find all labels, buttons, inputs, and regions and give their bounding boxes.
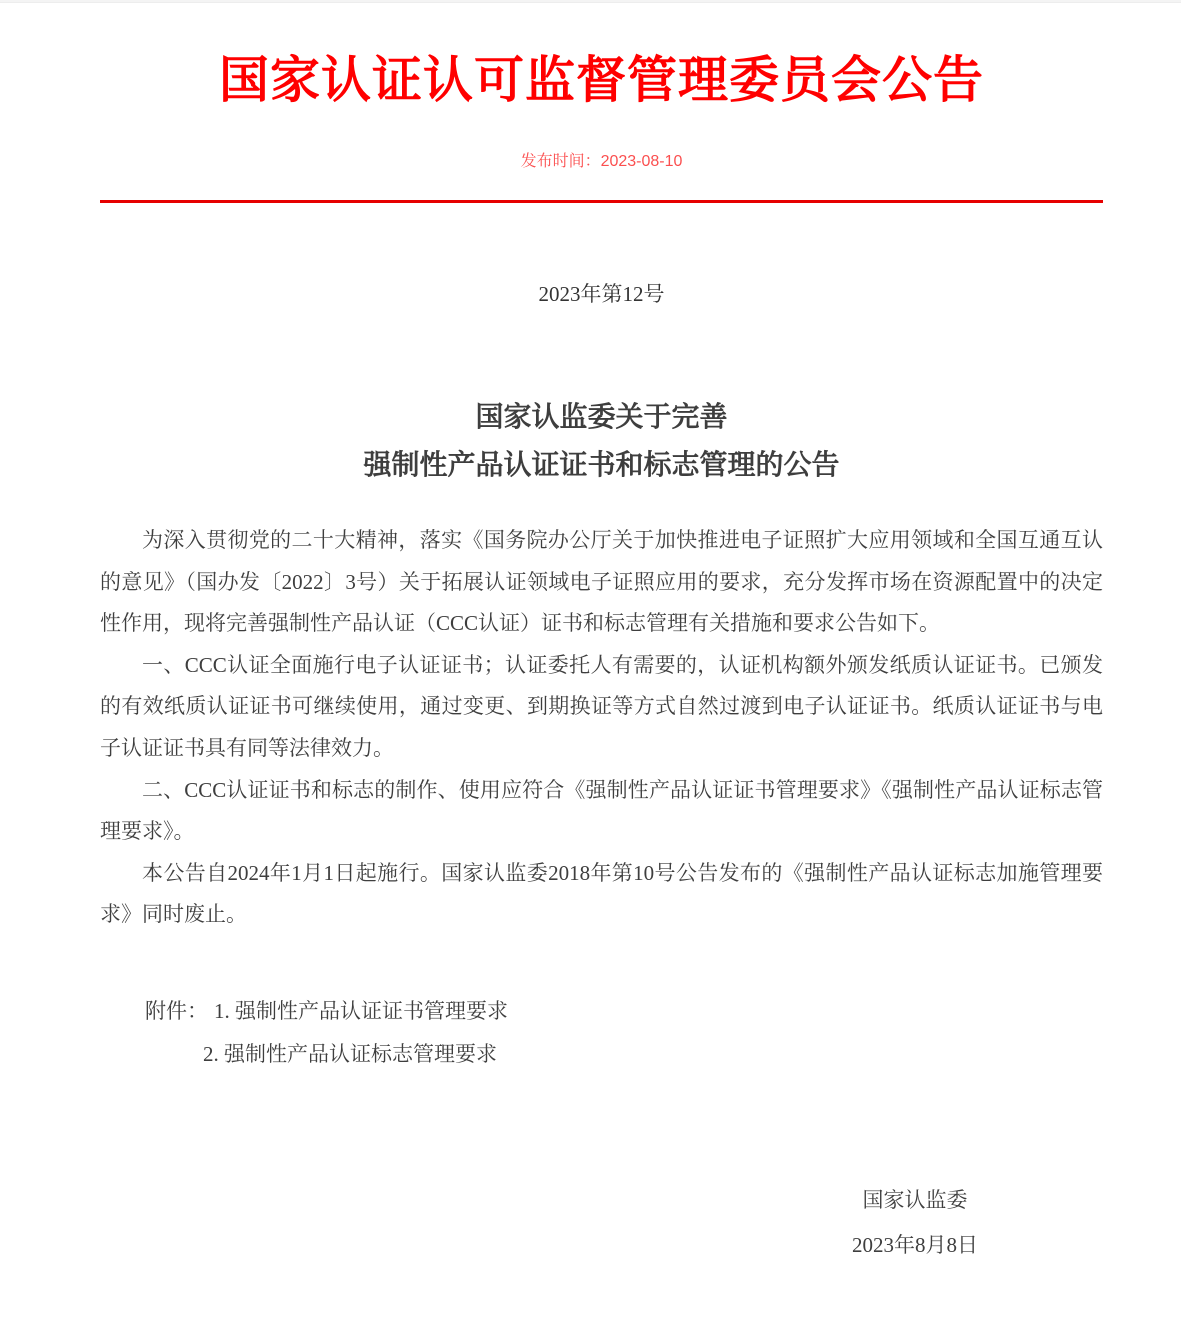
signature-block [852,1178,978,1268]
signature-date: 2023年8月8日 [852,1232,978,1257]
publish-time: 发布时间：2023-08-10 [520,153,683,170]
doc-number: 2023年第12号 [538,282,665,306]
signature-org: 国家认监委 [862,1187,968,1212]
attachment-link-2[interactable]: 2. 强制性产品认证标志管理要求 [203,1041,497,1066]
red-divider [100,200,1103,203]
top-edge-strip [0,0,1181,3]
attachment-line [100,1033,1103,1076]
announcement-content [100,49,1103,1268]
doc-title-line2: 强制性产品认证证书和标志管理的公告 [363,449,840,480]
doc-body [100,520,1103,936]
attachment-link-1[interactable]: 1. 强制性产品认证证书管理要求 [214,998,508,1023]
body-paragraph: 为深入贯彻党的二十大精神，落实《国务院办公厅关于加快推进电子证照扩大应用领域和全国互通互认的意见》（国办发〔2022〕3号）关于拓展认证领域电子证照应用的要求，充分发挥市场在资源配置中的决定性作用，现将完善强制性产品认证（CCC认证）证书和标志管理有关措施和要求公告如下。 [100,528,1103,636]
doc-title [100,393,1103,489]
doc-title-line1: 国家认监委关于完善 [475,401,728,432]
body-paragraph: 二、CCC认证证书和标志的制作、使用应符合《强制性产品认证证书管理要求》《强制性产品认证标志管理要求》。 [100,777,1103,844]
attachment-line [100,990,1103,1033]
attachments-label: 附件： [145,998,208,1023]
page-title: 国家认证认可监督管理委员会公告 [219,52,984,108]
attachments-section [100,990,1103,1076]
body-paragraph: 本公告自2024年1月1日起施行。国家认监委2018年第10号公告发布的《强制性产品认证标志加施管理要求》同时废止。 [100,860,1103,927]
body-paragraph: 一、CCC认证全面施行电子认证证书；认证委托人有需要的，认证机构额外颁发纸质认证证书。已颁发的有效纸质认证证书可继续使用，通过变更、到期换证等方式自然过渡到电子认证证书。纸质认证证书与电子认证证书具有同等法律效力。 [100,652,1103,760]
